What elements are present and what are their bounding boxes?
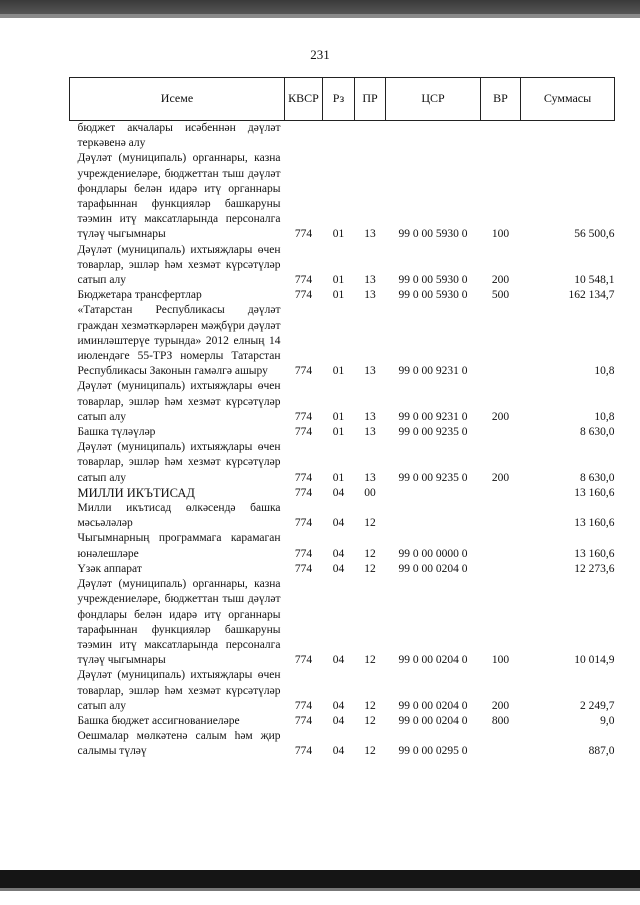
cell-pr: 12 xyxy=(364,517,376,530)
cell-vr xyxy=(481,729,521,759)
header-sum: Суммасы xyxy=(521,78,615,121)
cell-csr xyxy=(386,121,481,152)
cell-vr xyxy=(481,562,521,577)
cell-rz: 01 xyxy=(332,365,345,378)
cell-csr xyxy=(386,486,481,501)
cell-vr xyxy=(481,121,521,152)
cell-rz: 04 xyxy=(332,654,345,667)
cell-rz: 01 xyxy=(332,471,345,484)
cell-sum: 8 630,0 xyxy=(580,471,615,484)
cell-csr: 99 0 00 0204 0 xyxy=(398,714,468,727)
header-kvsr: КВСР xyxy=(285,78,323,121)
table-row xyxy=(70,425,615,440)
cell-rz: 01 xyxy=(332,426,345,439)
cell-vr: 100 xyxy=(491,228,510,241)
cell-kvsr: 774 xyxy=(294,562,313,575)
cell-sum: 10,8 xyxy=(594,365,615,378)
cell-kvsr: 774 xyxy=(294,426,313,439)
cell-rz: 04 xyxy=(332,486,345,499)
cell-pr: 13 xyxy=(364,410,376,423)
cell-pr: 13 xyxy=(364,426,376,439)
cell-rz: 04 xyxy=(332,562,345,575)
table-row xyxy=(70,151,615,242)
cell-sum: 887,0 xyxy=(588,745,615,758)
cell-csr: 99 0 00 0204 0 xyxy=(398,699,468,712)
table-row xyxy=(70,562,615,577)
cell-name: Дәүләт (муниципаль) органнары, казна учреждениеләре, бюджеттан тыш дәүләт фондлары белән идарә итү органнары тарафыннан функцияләр башкаруны тәэмин итү максатларында персоналга түләү чыгымнары xyxy=(77,578,281,667)
table-header xyxy=(70,78,615,121)
cell-vr: 200 xyxy=(491,699,510,712)
cell-kvsr: 774 xyxy=(294,228,313,241)
table-row xyxy=(70,243,615,289)
cell-pr: 13 xyxy=(364,289,376,302)
cell-sum: 162 134,7 xyxy=(568,289,615,302)
cell-name: Башка түләүләр xyxy=(77,426,156,439)
cell-csr: 99 0 00 0204 0 xyxy=(398,654,468,667)
cell-rz: 04 xyxy=(332,517,345,530)
table-row xyxy=(70,501,615,531)
cell-pr: 00 xyxy=(364,486,376,499)
cell-pr: 13 xyxy=(364,471,376,484)
cell-vr xyxy=(481,303,521,379)
cell-vr xyxy=(481,501,521,531)
scan-edge-bottom xyxy=(0,870,640,888)
cell-csr: 99 0 00 5930 0 xyxy=(398,228,468,241)
cell-vr: 800 xyxy=(491,714,510,727)
cell-name: Милли икътисад өлкәсендә башка мәсьәләләр xyxy=(77,502,281,530)
cell-kvsr: 774 xyxy=(294,365,313,378)
table-row xyxy=(70,486,615,501)
cell-kvsr: 774 xyxy=(294,274,313,287)
cell-pr: 12 xyxy=(364,654,376,667)
table-row xyxy=(70,714,615,729)
cell-name: Дәүләт (муниципаль) ихтыяҗлары өчен товарлар, эшләр һәм хезмәт күрсәтүләр сатып алу xyxy=(77,380,281,423)
scan-edge-top-highlight xyxy=(0,14,640,18)
cell-kvsr: 774 xyxy=(294,745,313,758)
cell-kvsr: 774 xyxy=(294,714,313,727)
cell-sum: 2 249,7 xyxy=(580,699,615,712)
cell-kvsr: 774 xyxy=(294,486,313,499)
cell-name: Оешмалар мөлкәтенә салым һәм җир салымы түләү xyxy=(77,730,281,758)
cell-name: «Татарстан Республикасы дәүләт граждан хезмәткәрләрен мәҗбүри дәүләт иминләштерүе турында» 2012 елның 14 июлендәге 55-ТРЗ номерлы Татарстан Республикасы Законын гамәлгә ашыру xyxy=(77,304,281,378)
cell-name: Үзәк аппарат xyxy=(77,562,142,575)
cell-vr xyxy=(481,531,521,561)
cell-vr xyxy=(481,425,521,440)
cell-pr: 13 xyxy=(364,228,376,241)
scan-edge-bottom-highlight xyxy=(0,888,640,891)
cell-pr xyxy=(355,121,386,152)
table-row xyxy=(70,577,615,668)
table-row xyxy=(70,668,615,714)
header-name: Исеме xyxy=(70,78,285,121)
table-row xyxy=(70,288,615,303)
cell-csr: 99 0 00 9231 0 xyxy=(398,365,468,378)
cell-kvsr: 774 xyxy=(294,289,313,302)
cell-pr: 12 xyxy=(364,562,376,575)
cell-kvsr: 774 xyxy=(294,410,313,423)
header-pr: ПР xyxy=(355,78,386,121)
cell-rz: 04 xyxy=(332,699,345,712)
cell-sum: 13 160,6 xyxy=(574,547,615,560)
cell-sum: 9,0 xyxy=(600,714,615,727)
cell-pr: 12 xyxy=(364,745,376,758)
cell-name: МИЛЛИ ИКЪТИСАД xyxy=(77,485,195,500)
cell-csr xyxy=(386,501,481,531)
cell-csr: 99 0 00 5930 0 xyxy=(398,274,468,287)
cell-name: Бюджетара трансфертлар xyxy=(77,289,202,302)
cell-csr: 99 0 00 0000 0 xyxy=(398,547,468,560)
cell-vr: 500 xyxy=(491,289,510,302)
cell-sum: 13 160,6 xyxy=(574,517,615,530)
header-csr: ЦСР xyxy=(386,78,481,121)
cell-csr: 99 0 00 5930 0 xyxy=(398,289,468,302)
cell-pr: 12 xyxy=(364,699,376,712)
cell-rz: 04 xyxy=(332,547,345,560)
table-row xyxy=(70,531,615,561)
cell-csr: 99 0 00 9231 0 xyxy=(398,410,468,423)
cell-name: бюджет акчалары исәбеннән дәүләт теркәвенә алу xyxy=(77,122,281,150)
cell-pr: 13 xyxy=(364,274,376,287)
cell-name: Дәүләт (муниципаль) органнары, казна учреждениеләре, бюджеттан тыш дәүләт фондлары белән идарә итү органнары тарафыннан функцияләр башкаруны тәэмин итү максатларында персоналга түләү чыгымнары xyxy=(77,152,281,241)
cell-rz: 01 xyxy=(332,289,345,302)
cell-sum: 10 548,1 xyxy=(574,274,615,287)
cell-rz: 04 xyxy=(332,745,345,758)
cell-name: Чыгымнарның программага карамаган юнәлешләре xyxy=(77,532,281,560)
cell-kvsr: 774 xyxy=(294,547,313,560)
cell-csr: 99 0 00 9235 0 xyxy=(398,471,468,484)
cell-name: Дәүләт (муниципаль) ихтыяҗлары өчен товарлар, эшләр һәм хезмәт күрсәтүләр сатып алу xyxy=(77,243,281,287)
cell-vr: 200 xyxy=(491,274,510,287)
cell-sum: 8 630,0 xyxy=(580,426,615,439)
cell-kvsr: 774 xyxy=(294,471,313,484)
cell-pr: 13 xyxy=(364,365,376,378)
cell-pr: 12 xyxy=(364,714,376,727)
cell-sum: 13 160,6 xyxy=(574,486,615,499)
cell-csr: 99 0 00 9235 0 xyxy=(398,426,468,439)
cell-csr: 99 0 00 0204 0 xyxy=(398,562,468,575)
table-row xyxy=(70,121,615,152)
cell-vr: 100 xyxy=(491,654,510,667)
table-row xyxy=(70,303,615,379)
cell-kvsr: 774 xyxy=(294,654,313,667)
cell-kvsr: 774 xyxy=(294,699,313,712)
cell-kvsr xyxy=(285,121,323,152)
cell-rz: 01 xyxy=(332,274,345,287)
cell-rz xyxy=(323,121,355,152)
cell-sum xyxy=(521,121,615,152)
table-row xyxy=(70,729,615,759)
cell-rz: 01 xyxy=(332,410,345,423)
cell-csr: 99 0 00 0295 0 xyxy=(398,745,468,758)
cell-name: Дәүләт (муниципаль) ихтыяҗлары өчен товарлар, эшләр һәм хезмәт күрсәтүләр сатып алу xyxy=(77,669,281,712)
cell-sum: 56 500,6 xyxy=(574,228,615,241)
table-row xyxy=(70,440,615,486)
cell-rz: 01 xyxy=(332,228,345,241)
table-row xyxy=(70,379,615,425)
cell-name: Дәүләт (муниципаль) ихтыяҗлары өчен товарлар, эшләр һәм хезмәт күрсәтүләр сатып алу xyxy=(77,441,281,484)
cell-sum: 10,8 xyxy=(594,410,615,423)
cell-pr: 12 xyxy=(364,547,376,560)
cell-name: Башка бюджет ассигнованиеләре xyxy=(77,714,240,727)
cell-vr: 200 xyxy=(491,471,510,484)
cell-rz: 04 xyxy=(332,714,345,727)
header-rz: Рз xyxy=(323,78,355,121)
header-vr: ВР xyxy=(481,78,521,121)
table-body xyxy=(70,121,615,760)
page-number: 231 xyxy=(310,47,330,62)
cell-vr xyxy=(481,486,521,501)
cell-kvsr: 774 xyxy=(294,517,313,530)
cell-sum: 12 273,6 xyxy=(574,562,615,575)
cell-sum: 10 014,9 xyxy=(574,654,615,667)
cell-vr: 200 xyxy=(491,410,510,423)
budget-table xyxy=(69,77,615,760)
